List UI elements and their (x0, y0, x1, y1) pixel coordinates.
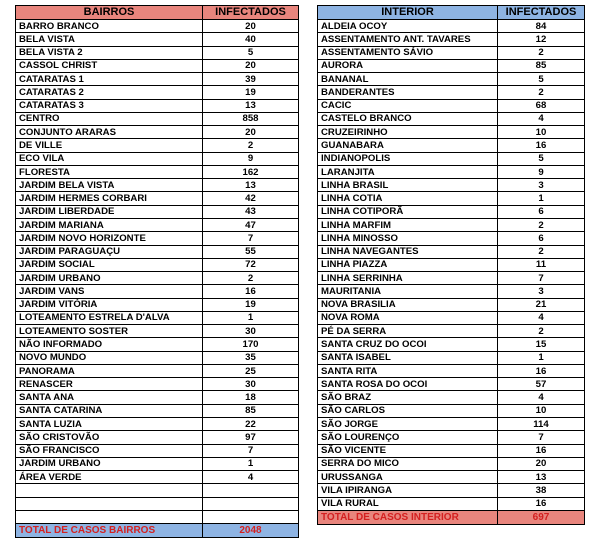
interior-row-name: MAURITANIA (318, 285, 498, 298)
interior-row-infectados: 16 (498, 497, 585, 510)
bairros-row-infectados: 47 (203, 218, 299, 231)
table-row (318, 285, 585, 298)
table-row (16, 20, 299, 33)
interior-row-name: ASSENTAMENTO SÁVIO (318, 46, 498, 59)
table-row (16, 417, 299, 430)
bairros-row-infectados: 7 (203, 444, 299, 457)
interior-row-infectados: 2 (498, 245, 585, 258)
interior-row-name: BANANAL (318, 73, 498, 86)
table-row (318, 59, 585, 72)
bairros-row-infectados: 55 (203, 245, 299, 258)
interior-row-infectados: 38 (498, 484, 585, 497)
table-row (16, 457, 299, 470)
table-row (318, 218, 585, 231)
bairros-row-name: NÃO INFORMADO (16, 338, 203, 351)
bairros-row-name: JARDIM MARIANA (16, 218, 203, 231)
table-row (318, 471, 585, 484)
interior-row-name: SÃO VICENTE (318, 444, 498, 457)
interior-row-infectados: 20 (498, 457, 585, 470)
bairros-row-name: CATARATAS 1 (16, 73, 203, 86)
bairros-row-infectados: 1 (203, 457, 299, 470)
bairros-row-infectados: 1 (203, 311, 299, 324)
interior-row-infectados: 9 (498, 165, 585, 178)
bairros-row-name: SANTA LUZIA (16, 417, 203, 430)
bairros-row-infectados: 2 (203, 272, 299, 285)
table-row (16, 391, 299, 404)
table-row (318, 404, 585, 417)
interior-row-infectados: 2 (498, 46, 585, 59)
table-row (16, 46, 299, 59)
interior-row-name: NOVA BRASILIA (318, 298, 498, 311)
bairros-row-infectados (203, 497, 299, 510)
table-row (318, 311, 585, 324)
interior-total-value: 697 (498, 510, 585, 524)
table-row (16, 218, 299, 231)
bairros-row-name (16, 510, 203, 523)
interior-row-infectados: 13 (498, 471, 585, 484)
bairros-row-name: JARDIM VANS (16, 285, 203, 298)
interior-row-infectados: 68 (498, 99, 585, 112)
bairros-row-name: BELA VISTA 2 (16, 46, 203, 59)
bairros-row-name: BELA VISTA (16, 33, 203, 46)
bairros-row-infectados: 170 (203, 338, 299, 351)
table-row (318, 417, 585, 430)
bairros-row-infectados: 20 (203, 20, 299, 33)
bairros-row-name: BARRO BRANCO (16, 20, 203, 33)
bairros-row-name: JARDIM NOVO HORIZONTE (16, 232, 203, 245)
interior-row-infectados: 4 (498, 311, 585, 324)
bairros-row-infectados (203, 484, 299, 497)
interior-row-infectados: 6 (498, 205, 585, 218)
bairros-row-name: JARDIM URBANO (16, 457, 203, 470)
table-row (318, 431, 585, 444)
table-row (16, 351, 299, 364)
bairros-row-infectados: 72 (203, 258, 299, 271)
table-row (318, 444, 585, 457)
table-row (16, 139, 299, 152)
table-row (318, 378, 585, 391)
table-row (318, 258, 585, 271)
interior-row-name: LARANJITA (318, 165, 498, 178)
table-row (16, 378, 299, 391)
interior-row-name: ALDEIA OCOY (318, 20, 498, 33)
interior-header-name: INTERIOR (318, 6, 498, 20)
bairros-row-infectados: 20 (203, 59, 299, 72)
bairros-row-infectados: 43 (203, 205, 299, 218)
bairros-row-infectados: 16 (203, 285, 299, 298)
table-row (16, 431, 299, 444)
interior-row-infectados: 1 (498, 192, 585, 205)
table-row (318, 205, 585, 218)
interior-row-name: SANTA RITA (318, 364, 498, 377)
bairros-row-infectados: 13 (203, 99, 299, 112)
interior-row-name: BANDERANTES (318, 86, 498, 99)
interior-row-infectados: 11 (498, 258, 585, 271)
interior-row-name: LINHA COTIPORÃ (318, 205, 498, 218)
interior-row-name: SÃO LOURENÇO (318, 431, 498, 444)
table-row (16, 165, 299, 178)
interior-row-name: LINHA MINOSSO (318, 232, 498, 245)
interior-row-name: VILA RURAL (318, 497, 498, 510)
bairros-row-infectados: 7 (203, 232, 299, 245)
table-row (318, 457, 585, 470)
bairros-row-name: NOVO MUNDO (16, 351, 203, 364)
interior-row-name: LINHA COTIA (318, 192, 498, 205)
table-row (16, 510, 299, 523)
interior-table (317, 5, 585, 525)
table-row (16, 404, 299, 417)
bairros-row-name: JARDIM VITÓRIA (16, 298, 203, 311)
interior-row-infectados: 5 (498, 152, 585, 165)
interior-row-infectados: 12 (498, 33, 585, 46)
bairros-row-infectados: 4 (203, 471, 299, 484)
bairros-row-name: JARDIM HERMES CORBARI (16, 192, 203, 205)
bairros-row-infectados: 85 (203, 404, 299, 417)
interior-row-name: NOVA ROMA (318, 311, 498, 324)
bairros-row-infectados: 40 (203, 33, 299, 46)
bairros-row-infectados: 22 (203, 417, 299, 430)
bairros-row-name: JARDIM URBANO (16, 272, 203, 285)
interior-row-name: CASTELO BRANCO (318, 112, 498, 125)
bairros-header-row (16, 6, 299, 20)
bairros-row-infectados: 97 (203, 431, 299, 444)
table-row (318, 20, 585, 33)
table-row (318, 391, 585, 404)
interior-row-name: SANTA CRUZ DO OCOI (318, 338, 498, 351)
interior-row-name: SÃO CARLOS (318, 404, 498, 417)
bairros-row-infectados: 25 (203, 364, 299, 377)
table-row (318, 364, 585, 377)
table-row (318, 73, 585, 86)
table-row (16, 205, 299, 218)
bairros-row-infectados: 35 (203, 351, 299, 364)
interior-row-name: LINHA NAVEGANTES (318, 245, 498, 258)
table-row (16, 126, 299, 139)
interior-row-infectados: 16 (498, 139, 585, 152)
interior-row-infectados: 5 (498, 73, 585, 86)
interior-row-name: SERRA DO MICO (318, 457, 498, 470)
interior-row-name: LINHA PIAZZA (318, 258, 498, 271)
table-row (16, 245, 299, 258)
bairros-row-name: SÃO CRISTOVÃO (16, 431, 203, 444)
interior-total-label: TOTAL DE CASOS INTERIOR (318, 510, 498, 524)
table-row (16, 152, 299, 165)
bairros-row-name: RENASCER (16, 378, 203, 391)
bairros-row-name: LOTEAMENTO SOSTER (16, 325, 203, 338)
bairros-row-name: JARDIM SOCIAL (16, 258, 203, 271)
bairros-row-name: SANTA CATARINA (16, 404, 203, 417)
bairros-total-value: 2048 (203, 524, 299, 538)
interior-row-infectados: 3 (498, 285, 585, 298)
interior-row-infectados: 16 (498, 364, 585, 377)
bairros-row-infectados (203, 510, 299, 523)
table-row (16, 258, 299, 271)
interior-row-infectados: 15 (498, 338, 585, 351)
interior-row-infectados: 10 (498, 126, 585, 139)
bairros-row-name: SANTA ANA (16, 391, 203, 404)
table-row (16, 484, 299, 497)
table-row (16, 192, 299, 205)
table-row (318, 99, 585, 112)
table-row (318, 245, 585, 258)
bairros-total-row (16, 524, 299, 538)
interior-row-name: LINHA SERRINHA (318, 272, 498, 285)
interior-row-infectados: 114 (498, 417, 585, 430)
bairros-row-name: PANORAMA (16, 364, 203, 377)
table-row (16, 232, 299, 245)
table-row (318, 165, 585, 178)
table-row (16, 33, 299, 46)
table-row (16, 272, 299, 285)
interior-row-infectados: 10 (498, 404, 585, 417)
interior-row-name: CRUZEIRINHO (318, 126, 498, 139)
table-row (318, 33, 585, 46)
interior-row-infectados: 21 (498, 298, 585, 311)
table-row (318, 232, 585, 245)
table-row (16, 112, 299, 125)
interior-row-infectados: 1 (498, 351, 585, 364)
table-row (16, 59, 299, 72)
table-row (16, 311, 299, 324)
interior-row-infectados: 16 (498, 444, 585, 457)
bairros-row-name: CASSOL CHRIST (16, 59, 203, 72)
interior-row-name: URUSSANGA (318, 471, 498, 484)
interior-row-infectados: 4 (498, 391, 585, 404)
bairros-row-name (16, 484, 203, 497)
bairros-row-name: JARDIM BELA VISTA (16, 179, 203, 192)
interior-total-row (318, 510, 585, 524)
interior-row-name: GUANABARA (318, 139, 498, 152)
interior-row-infectados: 84 (498, 20, 585, 33)
bairros-total-label: TOTAL DE CASOS BAIRROS (16, 524, 203, 538)
interior-row-name: SANTA ISABEL (318, 351, 498, 364)
bairros-row-infectados: 162 (203, 165, 299, 178)
interior-row-name: SANTA ROSA DO OCOI (318, 378, 498, 391)
bairros-row-name: ÁREA VERDE (16, 471, 203, 484)
table-row (318, 126, 585, 139)
table-row (16, 444, 299, 457)
bairros-row-infectados: 20 (203, 126, 299, 139)
table-row (318, 86, 585, 99)
table-row (318, 484, 585, 497)
interior-row-name: VILA IPIRANGA (318, 484, 498, 497)
interior-row-infectados: 85 (498, 59, 585, 72)
bairros-row-name: CATARATAS 3 (16, 99, 203, 112)
interior-row-infectados: 7 (498, 431, 585, 444)
bairros-row-name: CENTRO (16, 112, 203, 125)
interior-row-name: CACIC (318, 99, 498, 112)
bairros-header-infectados: INFECTADOS (203, 6, 299, 20)
table-row (318, 325, 585, 338)
bairros-row-name: LOTEAMENTO ESTRELA D'ALVA (16, 311, 203, 324)
table-row (16, 497, 299, 510)
bairros-row-infectados: 18 (203, 391, 299, 404)
table-row (318, 192, 585, 205)
interior-row-infectados: 2 (498, 218, 585, 231)
interior-row-name: ASSENTAMENTO ANT. TAVARES (318, 33, 498, 46)
bairros-row-infectados: 39 (203, 73, 299, 86)
table-row (318, 351, 585, 364)
bairros-table (15, 5, 299, 538)
table-row (16, 99, 299, 112)
bairros-row-infectados: 13 (203, 179, 299, 192)
table-row (16, 364, 299, 377)
table-row (16, 338, 299, 351)
interior-row-infectados: 6 (498, 232, 585, 245)
interior-row-name: SÃO JORGE (318, 417, 498, 430)
bairros-row-infectados: 9 (203, 152, 299, 165)
table-row (318, 139, 585, 152)
table-row (318, 338, 585, 351)
table-row (16, 86, 299, 99)
table-row (318, 298, 585, 311)
bairros-row-name: CATARATAS 2 (16, 86, 203, 99)
bairros-row-name: DE VILLE (16, 139, 203, 152)
interior-row-name: PÉ DA SERRA (318, 325, 498, 338)
bairros-row-name (16, 497, 203, 510)
bairros-row-infectados: 30 (203, 378, 299, 391)
table-row (318, 112, 585, 125)
bairros-row-infectados: 2 (203, 139, 299, 152)
bairros-row-infectados: 30 (203, 325, 299, 338)
table-row (16, 471, 299, 484)
table-row (16, 325, 299, 338)
table-row (318, 46, 585, 59)
interior-row-name: LINHA BRASIL (318, 179, 498, 192)
interior-row-infectados: 7 (498, 272, 585, 285)
bairros-row-infectados: 19 (203, 86, 299, 99)
interior-row-name: AURORA (318, 59, 498, 72)
bairros-row-name: SÃO FRANCISCO (16, 444, 203, 457)
bairros-row-name: ECO VILA (16, 152, 203, 165)
table-row (318, 179, 585, 192)
bairros-row-infectados: 19 (203, 298, 299, 311)
interior-row-infectados: 3 (498, 179, 585, 192)
bairros-row-name: CONJUNTO ARARAS (16, 126, 203, 139)
table-row (16, 285, 299, 298)
bairros-row-name: JARDIM LIBERDADE (16, 205, 203, 218)
bairros-row-name: JARDIM PARAGUAÇU (16, 245, 203, 258)
interior-header-row (318, 6, 585, 20)
bairros-row-infectados: 5 (203, 46, 299, 59)
table-row (318, 272, 585, 285)
interior-header-infectados: INFECTADOS (498, 6, 585, 20)
interior-row-infectados: 57 (498, 378, 585, 391)
table-row (16, 298, 299, 311)
bairros-row-infectados: 858 (203, 112, 299, 125)
table-row (16, 73, 299, 86)
interior-row-infectados: 4 (498, 112, 585, 125)
interior-row-infectados: 2 (498, 325, 585, 338)
bairros-header-name: BAIRROS (16, 6, 203, 20)
bairros-row-infectados: 42 (203, 192, 299, 205)
table-row (16, 179, 299, 192)
interior-row-infectados: 2 (498, 86, 585, 99)
interior-row-name: LINHA MARFIM (318, 218, 498, 231)
table-row (318, 152, 585, 165)
interior-row-name: SÃO BRAZ (318, 391, 498, 404)
table-row (318, 497, 585, 510)
interior-row-name: INDIANOPOLIS (318, 152, 498, 165)
bairros-row-name: FLORESTA (16, 165, 203, 178)
